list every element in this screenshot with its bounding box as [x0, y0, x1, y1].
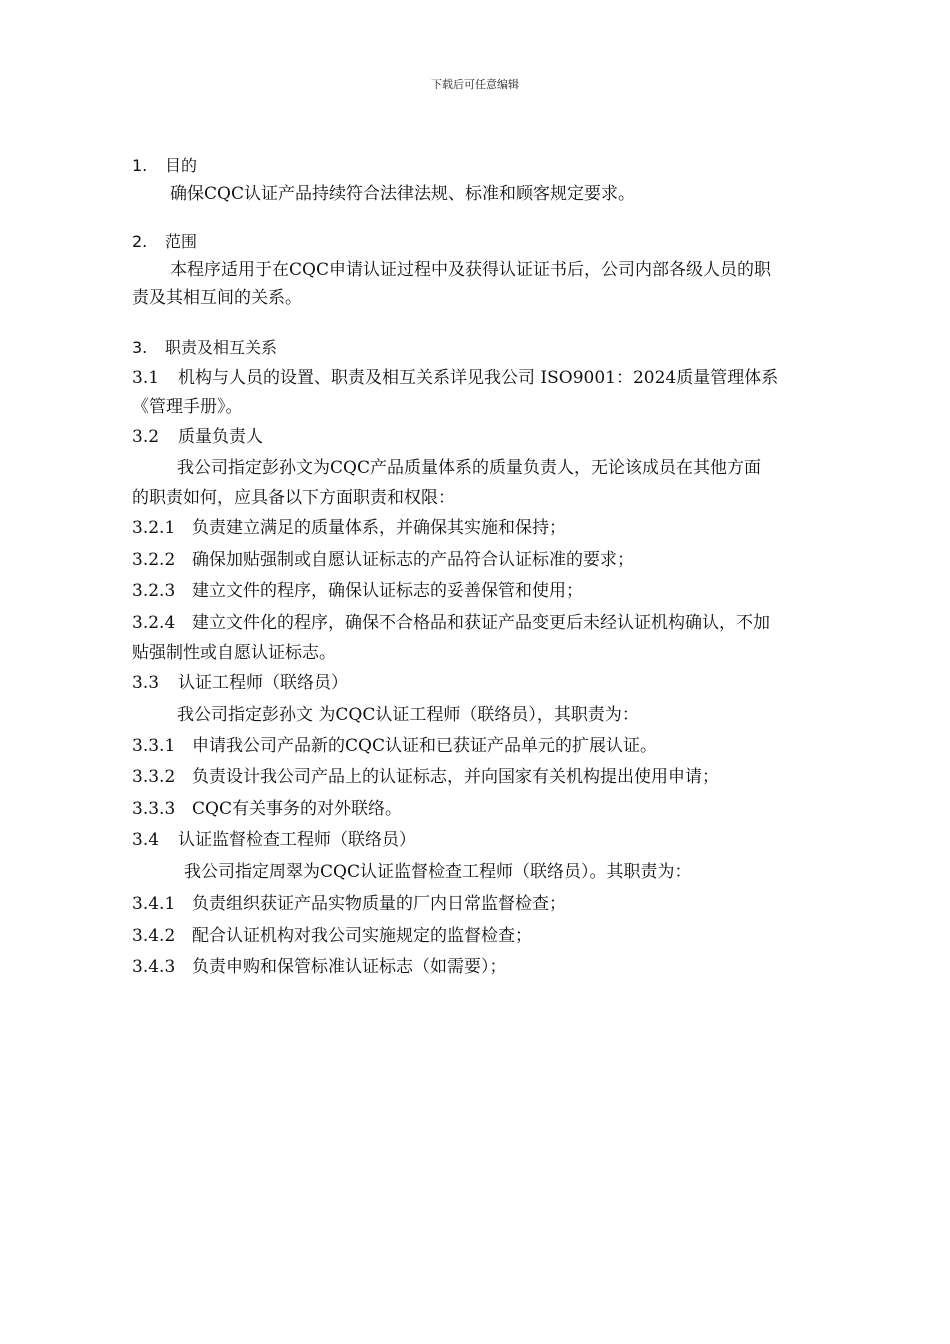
- section-title: 职责及相互关系: [165, 338, 278, 357]
- section-title: 目的: [165, 156, 198, 175]
- clause-3-2-2: [132, 549, 857, 571]
- clause-number: 3.1: [132, 368, 160, 388]
- clause-text: 申请我公司产品新的CQC认证和已获证产品单元的扩展认证。: [192, 736, 657, 756]
- clause-text: 负责组织获证产品实物质量的厂内日常监督检查；: [192, 894, 566, 914]
- section-1-heading: [132, 155, 857, 177]
- clause-3-4-3: [132, 956, 857, 978]
- clause-title: 质量负责人: [178, 427, 263, 447]
- section-number: 1.: [132, 156, 148, 175]
- clause-number: 3.2.3: [132, 581, 176, 601]
- clause-3-4-2: [132, 925, 857, 947]
- clause-3-2-body-line-2: 的职责如何，应具备以下方面职责和权限：: [132, 488, 455, 508]
- clause-3-3-heading: [132, 672, 857, 694]
- section-2-body-line-2: 责及其相互间的关系。: [132, 288, 302, 308]
- section-2-body-line-1: 本程序适用于在CQC申请认证过程中及获得认证证书后，公司内部各级人员的职: [170, 260, 771, 280]
- clause-3-1-line-2: 《管理手册》。: [132, 397, 243, 417]
- clause-3-2-4-line-1: [132, 612, 857, 634]
- clause-3-3-body: 我公司指定彭孙文 为CQC认证工程师（联络员），其职责为：: [177, 705, 639, 725]
- clause-3-2-heading: [132, 426, 857, 448]
- clause-text: 建立文件化的程序，确保不合格品和获证产品变更后未经认证机构确认，不加: [192, 613, 770, 633]
- clause-number: 3.2.2: [132, 550, 176, 570]
- clause-title: 认证工程师（联络员）: [178, 673, 348, 693]
- section-1-body: 确保CQC认证产品持续符合法律法规、标准和顾客规定要求。: [170, 184, 635, 204]
- section-number: 2.: [132, 232, 148, 251]
- clause-text: 配合认证机构对我公司实施规定的监督检查；: [192, 926, 532, 946]
- clause-3-4-1: [132, 893, 857, 915]
- clause-number: 3.3.3: [132, 799, 176, 819]
- clause-3-2-3: [132, 580, 857, 602]
- clause-number: 3.3: [132, 673, 160, 693]
- section-3-heading: [132, 337, 857, 359]
- clause-number: 3.3.2: [132, 767, 176, 787]
- clause-number: 3.4: [132, 830, 160, 850]
- clause-3-3-1: [132, 735, 857, 757]
- clause-3-3-3: [132, 798, 857, 820]
- clause-3-1-line-1: [132, 367, 857, 389]
- clause-text: 负责申购和保管标准认证标志（如需要）；: [192, 957, 507, 977]
- clause-number: 3.4.3: [132, 957, 176, 977]
- clause-number: 3.3.1: [132, 736, 176, 756]
- clause-text: 负责设计我公司产品上的认证标志，并向国家有关机构提出使用申请；: [192, 767, 719, 787]
- clause-text: 建立文件的程序，确保认证标志的妥善保管和使用；: [192, 581, 583, 601]
- clause-number: 3.2.4: [132, 613, 176, 633]
- section-2-heading: [132, 231, 857, 253]
- clause-text: 负责建立满足的质量体系，并确保其实施和保持；: [192, 518, 566, 538]
- page-header: 下载后可任意编辑: [431, 78, 519, 91]
- clause-number: 3.4.1: [132, 894, 176, 914]
- clause-number: 3.2: [132, 427, 160, 447]
- clause-text: 确保加贴强制或自愿认证标志的产品符合认证标准的要求；: [192, 550, 634, 570]
- clause-3-2-4-line-2: 贴强制性或自愿认证标志。: [132, 643, 336, 663]
- clause-3-3-2: [132, 766, 857, 788]
- section-number: 3.: [132, 338, 148, 357]
- clause-title: 认证监督检查工程师（联络员）: [178, 830, 416, 850]
- clause-3-2-body-line-1: 我公司指定彭孙文为CQC产品质量体系的质量负责人，无论该成员在其他方面: [177, 458, 761, 478]
- clause-text: 机构与人员的设置、职责及相互关系详见我公司 ISO9001：2024质量管理体系: [178, 368, 779, 388]
- clause-number: 3.2.1: [132, 518, 176, 538]
- section-title: 范围: [165, 232, 198, 251]
- clause-number: 3.4.2: [132, 926, 176, 946]
- clause-3-4-body: 我公司指定周翠为CQC认证监督检查工程师（联络员）。其职责为：: [184, 862, 692, 882]
- clause-3-2-1: [132, 517, 857, 539]
- clause-3-4-heading: [132, 829, 857, 851]
- clause-text: CQC有关事务的对外联络。: [192, 799, 402, 819]
